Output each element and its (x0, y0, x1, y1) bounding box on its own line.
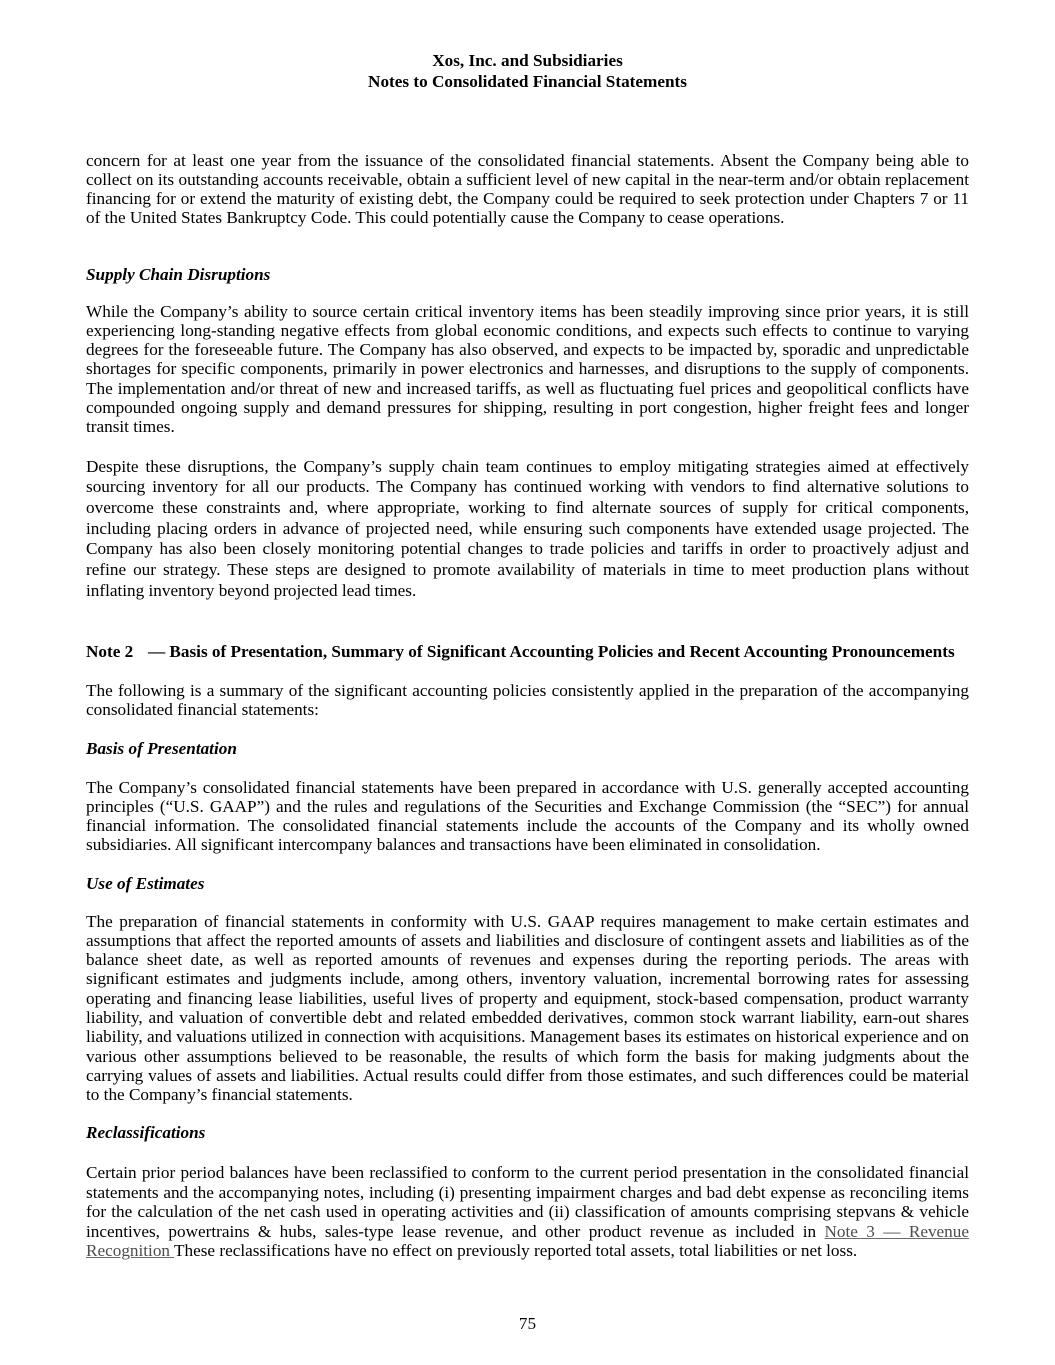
going-concern-continued-paragraph: concern for at least one year from the issuance of the consolidated financial statements. Absent the Company being able to collect on its outstanding accounts receivable, obtain a sufficient level of new capital in the near-term and/or obtain replacement financing for or extend the maturity of existing debt, the Company could be required to seek protection under Chapters 7 or 11 of the United States Bankruptcy Code. This could potentially cause the Company to cease operations. (86, 150, 969, 228)
supply-chain-heading: Supply Chain Disruptions (86, 264, 271, 284)
note-2-heading (86, 642, 969, 661)
use-of-estimates-paragraph: The preparation of financial statements in conformity with U.S. GAAP requires management to make certain estimates and assumptions that affect the reported amounts of assets and liabilities and disclosure of contingent assets and liabilities as of the balance sheet date, as well as reported amounts of revenues and expenses during the reporting periods. The areas with significant estimates and judgments include, among others, inventory valuation, incremental borrowing rates for assessing operating and financing lease liabilities, useful lives of property and equipment, stock-based compensation, product warranty liability, and valuation of convertible debt and related embedded derivatives, common stock warrant liability, earn-out shares liability, and valuations utilized in connection with acquisitions. Management bases its estimates on historical experience and on various other assumptions believed to be reasonable, the results of which form the basis for making judgments about the carrying values of assets and liabilities. Actual results could differ from those estimates, and such differences could be material to the Company’s financial statements. (86, 911, 969, 1105)
reclassifications-text-before-link: Certain prior period balances have been reclassified to conform to the current period presentation in the consolidated financial statements and the accompanying notes, including (i) presenting impairment charges and bad debt expense as reconciling items for the calculation of the net cash used in operating activities and (ii) classification of amounts comprising stepvans & vehicle incentives, powertrains & hubs, sales-type lease revenue, and other product revenue as included in (86, 1163, 969, 1241)
supply-chain-paragraph-1: While the Company’s ability to source certain critical inventory items has been steadily improving since prior years, it is still experiencing long-standing negative effects from global economic conditions, and expects such effects to continue to varying degrees for the foreseeable future. The Company has also observed, and expects to be impacted by, sporadic and unpredictable shortages for specific components, primarily in power electronics and harnesses, and disruptions to the supply of components. The implementation and/or threat of new and increased tariffs, as well as fluctuating fuel prices and geopolitical conflicts have compounded ongoing supply and demand pressures for shipping, resulting in port congestion, higher freight fees and longer transit times. (86, 301, 969, 437)
note-2-intro-paragraph: The following is a summary of the significant accounting policies consistently applied in the preparation of the accompanying consolidated financial statements: (86, 680, 969, 719)
page-content (86, 0, 969, 1261)
note-2-number: Note 2 (86, 641, 134, 661)
page-number: 75 (518, 1314, 537, 1333)
document-header (86, 50, 969, 92)
use-of-estimates-heading: Use of Estimates (86, 873, 205, 893)
supply-chain-paragraph-2: Despite these disruptions, the Company’s supply chain team continues to employ mitigating strategies aimed at effectively sourcing inventory for all our products. The Company has continued working with vendors to find alternative solutions to overcome these constraints and, where appropriate, working to find alternate sources of supply for critical components, including placing orders in advance of projected need, while ensuring such components have extended usage projected. The Company has also been closely monitoring potential changes to trade policies and tariffs in order to proactively adjust and refine our strategy. These steps are designed to promote availability of materials in time to meet production plans without inflating inventory beyond projected lead times. (86, 456, 969, 600)
note-2-title: — Basis of Presentation, Summary of Significant Accounting Policies and Recent Accounting Pronouncements (147, 641, 955, 661)
reclassifications-paragraph (86, 1163, 969, 1261)
basis-of-presentation-heading: Basis of Presentation (86, 738, 237, 758)
company-name: Xos, Inc. and Subsidiaries (432, 51, 623, 70)
note-3-revenue-recognition-link[interactable]: Note 3 — Revenue Recognition (86, 1221, 969, 1261)
reclassifications-heading: Reclassifications (86, 1123, 206, 1143)
basis-of-presentation-paragraph: The Company’s consolidated financial statements have been prepared in accordance with U.S. generally accepted accounting principles (“U.S. GAAP”) and the rules and regulations of the Securities and Exchange Commission (the “SEC”) for annual financial information. The consolidated financial statements include the accounts of the Company and its wholly owned subsidiaries. All significant intercompany balances and transactions have been eliminated in consolidation. (86, 777, 969, 854)
document-title: Notes to Consolidated Financial Statements (368, 72, 687, 91)
reclassifications-text-after-link: These reclassifications have no effect on previously reported total assets, total liabilities or net loss. (174, 1241, 858, 1261)
